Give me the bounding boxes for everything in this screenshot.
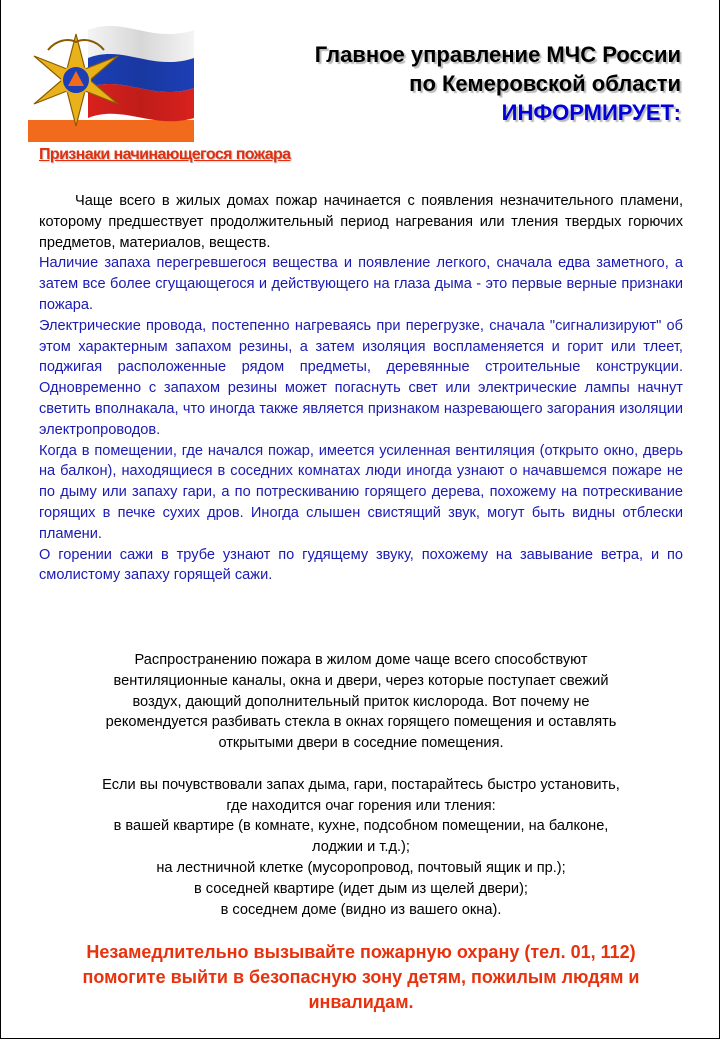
header-title-line2: по Кемеровской области: [409, 71, 681, 96]
emblem-flag-icon: [28, 18, 194, 142]
header-informs: ИНФОРМИРУЕТ:: [501, 100, 681, 125]
emchs-logo: [28, 18, 194, 142]
smell-line: в соседней квартире (идет дым из щелей двери);: [194, 880, 528, 897]
alert-line: помогите выйти в безопасную зону детям, пожилым людям и: [82, 967, 640, 987]
spread-line: Распространению пожара в жилом доме чаще всего способствуют: [134, 652, 588, 668]
smell-line: где находится очаг горения или тления:: [226, 797, 496, 814]
spread-line: рекомендуется разбивать стекла в окнах горящего помещения и оставлять: [105, 714, 617, 731]
spacer: [39, 754, 683, 775]
paragraph-smoke: Наличие запаха перегревшегося вещества и появление легкого, сначала едва заметного, а затем все более сгущающегося и действующего на глаза дыма - это первые верные признаки пожара.: [39, 255, 683, 313]
header-title-line1: Главное управление МЧС России: [314, 42, 681, 67]
paragraph-chimney: О горении сажи в трубе узнают по гудящему звуку, похожему на завывание ветра, и по смолистому запаху горящей сажи.: [39, 546, 683, 584]
spread-line: открытыми двери в соседние помещения.: [218, 735, 504, 752]
alert-line: инвалидам.: [308, 992, 414, 1012]
paragraph-ventilation: Когда в помещении, где начался пожар, имеется усиленная вентиляция (открыто окно, дверь на балкон), находящиеся в соседних комнатах люди иногда узнают о начавшемся пожаре не по дыму или запаху гари, а по потрескиванию горящего дерева, похожему на потрескивание горящих в печке сухих дров. Иногда слышен свистящий звук, могут быть видны отблески пламени.: [39, 442, 683, 542]
fire-signs-text: [39, 191, 683, 586]
paragraph-intro: Чаще всего в жилых домах пожар начинается с появления незначительного пламени, которому предшествует продолжительный период нагревания или тления твердых горючих предметов, материалов, веществ.: [39, 193, 683, 251]
smell-line: в вашей квартире (в комнате, кухне, подсобном помещении, на балконе,: [113, 818, 609, 835]
alert-line: Незамедлительно вызывайте пожарную охрану (тел. 01, 112): [86, 942, 636, 962]
header-organization: [315, 40, 681, 127]
emergency-call-alert: [39, 940, 683, 1015]
spread-line: вентиляционные каналы, окна и двери, через которые поступает свежий: [113, 672, 609, 689]
advice-text: [39, 650, 683, 920]
smell-line: в соседнем доме (видно из вашего окна).: [220, 901, 502, 918]
smell-line: лоджии и т.д.);: [312, 839, 410, 856]
smell-line: на лестничной клетке (мусоропровод, почтовый ящик и пр.);: [156, 859, 566, 876]
spread-line: воздух, дающий дополнительный приток кислорода. Вот почему не: [132, 693, 590, 710]
section-title: Признаки начинающегося пожара: [39, 146, 291, 163]
smell-line: Если вы почувствовали запах дыма, гари, постарайтесь быстро установить,: [102, 776, 620, 793]
paragraph-wiring: Электрические провода, постепенно нагреваясь при перегрузке, сначала "сигнализируют" об этом характерным запахом резины, а затем изоляция воспламеняется и горит или тлеет, поджигая расположенные рядом предметы, деревянные строительные конструкции. Одновременно с запахом резины может погаснуть свет или электрические лампы начнут светить вполнакала, что иногда также является признаком назревающего загорания изоляции электропроводов.: [39, 317, 683, 438]
